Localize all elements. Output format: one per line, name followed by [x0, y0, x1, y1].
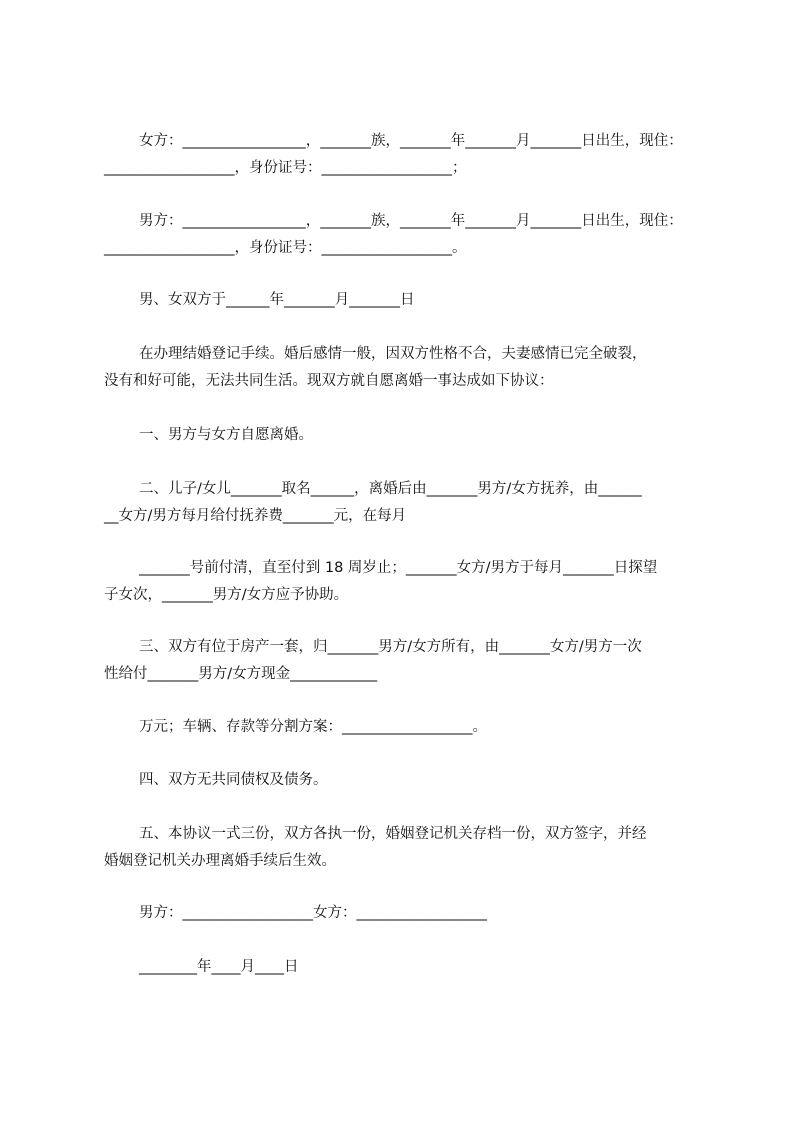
clause-5-line-1: 五、本协议一式三份，双方各执一份，婚姻登记机关存档一份，双方签字，并经 — [139, 826, 647, 842]
background-line-2: 没有和好可能，无法共同生活。现双方就自愿离婚一事达成如下协议： — [104, 373, 554, 389]
marriage-date-line: 男、女双方于______年_______月_______日 — [139, 292, 415, 308]
clause-2-line-1: 二、儿子/女儿_______取名______，离婚后由_______男方/女方抚养，由______ — [139, 481, 642, 497]
background-line-1: 在办理结婚登记手续。婚后感情一般，因双方性格不合，夫妻感情已完全破裂， — [139, 346, 647, 362]
male-party-line-1: 男方：_________________，_______族，_______年_______月_______日出生，现住： — [139, 213, 683, 229]
clause-3-line-2: 性给付_______男方/女方现金____________ — [104, 666, 378, 682]
clause-5-line-2: 婚姻登记机关办理离婚手续后生效。 — [104, 853, 336, 869]
clause-2-line-3: _______号前付清，直至付到 18 周岁止；_______女方/男方于每月_______日探望 — [139, 560, 658, 576]
clause-1: 一、男方与女方自愿离婚。 — [139, 427, 313, 443]
male-party-line-2: __________________，身份证号：__________________。 — [104, 240, 467, 256]
signature-line: 男方：__________________女方：__________________ — [139, 905, 487, 921]
female-party-line-2: __________________，身份证号：__________________； — [104, 160, 467, 176]
sign-date-line: ________年____月____日 — [139, 959, 299, 975]
clause-3-line-1: 三、双方有位于房产一套，归_______男方/女方所有，由_______女方/男方一次 — [139, 639, 642, 655]
clause-2-line-2: __女方/男方每月给付抚养费_______元，在每月 — [104, 508, 407, 524]
female-party-line-1: 女方：_________________，_______族，_______年_______月_______日出生，现住： — [139, 133, 683, 149]
clause-3-line-3: 万元；车辆、存款等分割方案：__________________。 — [139, 719, 487, 735]
clause-2-line-4: 子女次，_______男方/女方应予协助。 — [104, 587, 349, 603]
clause-4: 四、双方无共同债权及债务。 — [139, 772, 328, 788]
